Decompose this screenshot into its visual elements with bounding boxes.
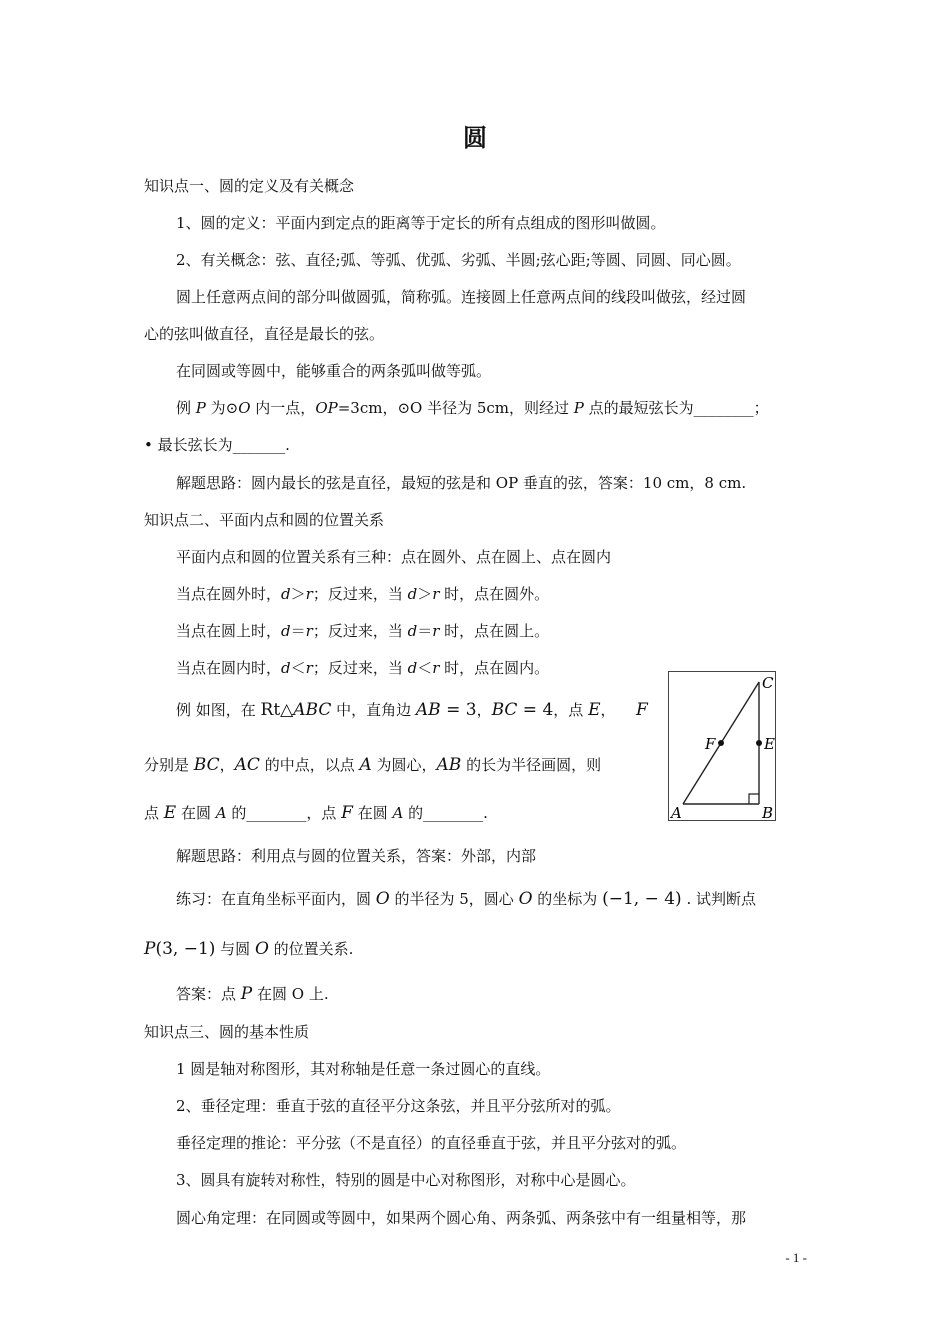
page-title: 圆 — [463, 124, 487, 152]
example-1-cont: • 最长弦长为_______. — [144, 436, 290, 454]
point-E — [756, 740, 762, 746]
example-1: 例 P 为⊙O 内一点，OP=3cm，⊙O 半径为 5cm，则经过 P 点的最短弦长为________； — [176, 399, 769, 417]
paragraph: 2、有关概念：弦、直径;弧、等弧、优弧、劣弧、半圆;弦心距;等圆、同圆、同心圆。 — [176, 251, 741, 269]
relation-inside: 当点在圆内时，d＜r；反过来，当 d＜r 时，点在圆内。 — [176, 659, 550, 677]
paragraph: 圆上任意两点间的部分叫做圆弧，简称弧。连接圆上任意两点间的线段叫做弦，经过圆 — [176, 288, 747, 306]
example-2-F: F — [636, 700, 648, 720]
right-angle-mark — [749, 794, 759, 804]
paragraph: 垂径定理的推论：平分弦（不是直径）的直径垂直于弦，并且平分弦对的弧。 — [176, 1134, 687, 1152]
practice-answer: 答案：点 P 在圆 O 上. — [176, 984, 329, 1004]
triangle-figure — [668, 671, 776, 821]
relation-outside: 当点在圆外时，d＞r；反过来，当 d＞r 时，点在圆外。 — [176, 585, 550, 603]
paragraph: 1、圆的定义：平面内到定点的距离等于定长的所有点组成的图形叫做圆。 — [176, 214, 666, 232]
label-E: E — [764, 735, 775, 753]
label-B: B — [762, 804, 774, 820]
section-2-heading: 知识点二、平面内点和圆的位置关系 — [144, 511, 385, 529]
label-A: A — [671, 804, 682, 820]
example-2: 例 如图，在 Rt△ABC 中，直角边 AB = 3，BC = 4，点 E， — [176, 700, 616, 720]
relation-on: 当点在圆上时，d＝r；反过来，当 d＝r 时，点在圆上。 — [176, 622, 550, 640]
example-2-line2: 分别是 BC，AC 的中点，以点 A 为圆心，AB 的长为半径画圆，则 — [144, 755, 602, 775]
paragraph: 2、垂径定理：垂直于弦的直径平分这条弦，并且平分弦所对的弧。 — [176, 1097, 621, 1115]
point-F — [718, 740, 724, 746]
page-number: - 1 - — [785, 1250, 807, 1265]
solution-1: 解题思路：圆内最长的弦是直径，最短的弦是和 OP 垂直的弦，答案：10 cm，8 cm. — [176, 474, 747, 492]
label-F: F — [705, 735, 716, 753]
paragraph: 3、圆具有旋转对称性，特别的圆是中心对称图形，对称中心是圆心。 — [176, 1171, 636, 1189]
paragraph: 心的弦叫做直径，直径是最长的弦。 — [144, 325, 385, 343]
right-triangle-diagram — [669, 672, 775, 820]
paragraph: 在同圆或等圆中，能够重合的两条弧叫做等弧。 — [176, 362, 492, 380]
section-1-heading: 知识点一、圆的定义及有关概念 — [144, 177, 355, 195]
example-2-line3: 点 E 在圆 A 的________，点 F 在圆 A 的________. — [144, 803, 488, 823]
practice-line2: P(3, −1) 与圆 O 的位置关系. — [144, 939, 354, 959]
section-3-heading: 知识点三、圆的基本性质 — [144, 1023, 310, 1041]
label-C: C — [762, 674, 774, 692]
practice: 练习：在直角坐标平面内，圆 O 的半径为 5，圆心 O 的坐标为 (−1, − 4) . 试判断点 — [176, 889, 756, 909]
paragraph: 平面内点和圆的位置关系有三种：点在圆外、点在圆上、点在圆内 — [176, 548, 612, 566]
paragraph: 1 圆是轴对称图形，其对称轴是任意一条过圆心的直线。 — [176, 1060, 551, 1078]
paragraph: 圆心角定理：在同圆或等圆中，如果两个圆心角、两条弧、两条弦中有一组量相等，那 — [176, 1209, 747, 1227]
solution-2: 解题思路：利用点与圆的位置关系，答案：外部，内部 — [176, 847, 537, 865]
